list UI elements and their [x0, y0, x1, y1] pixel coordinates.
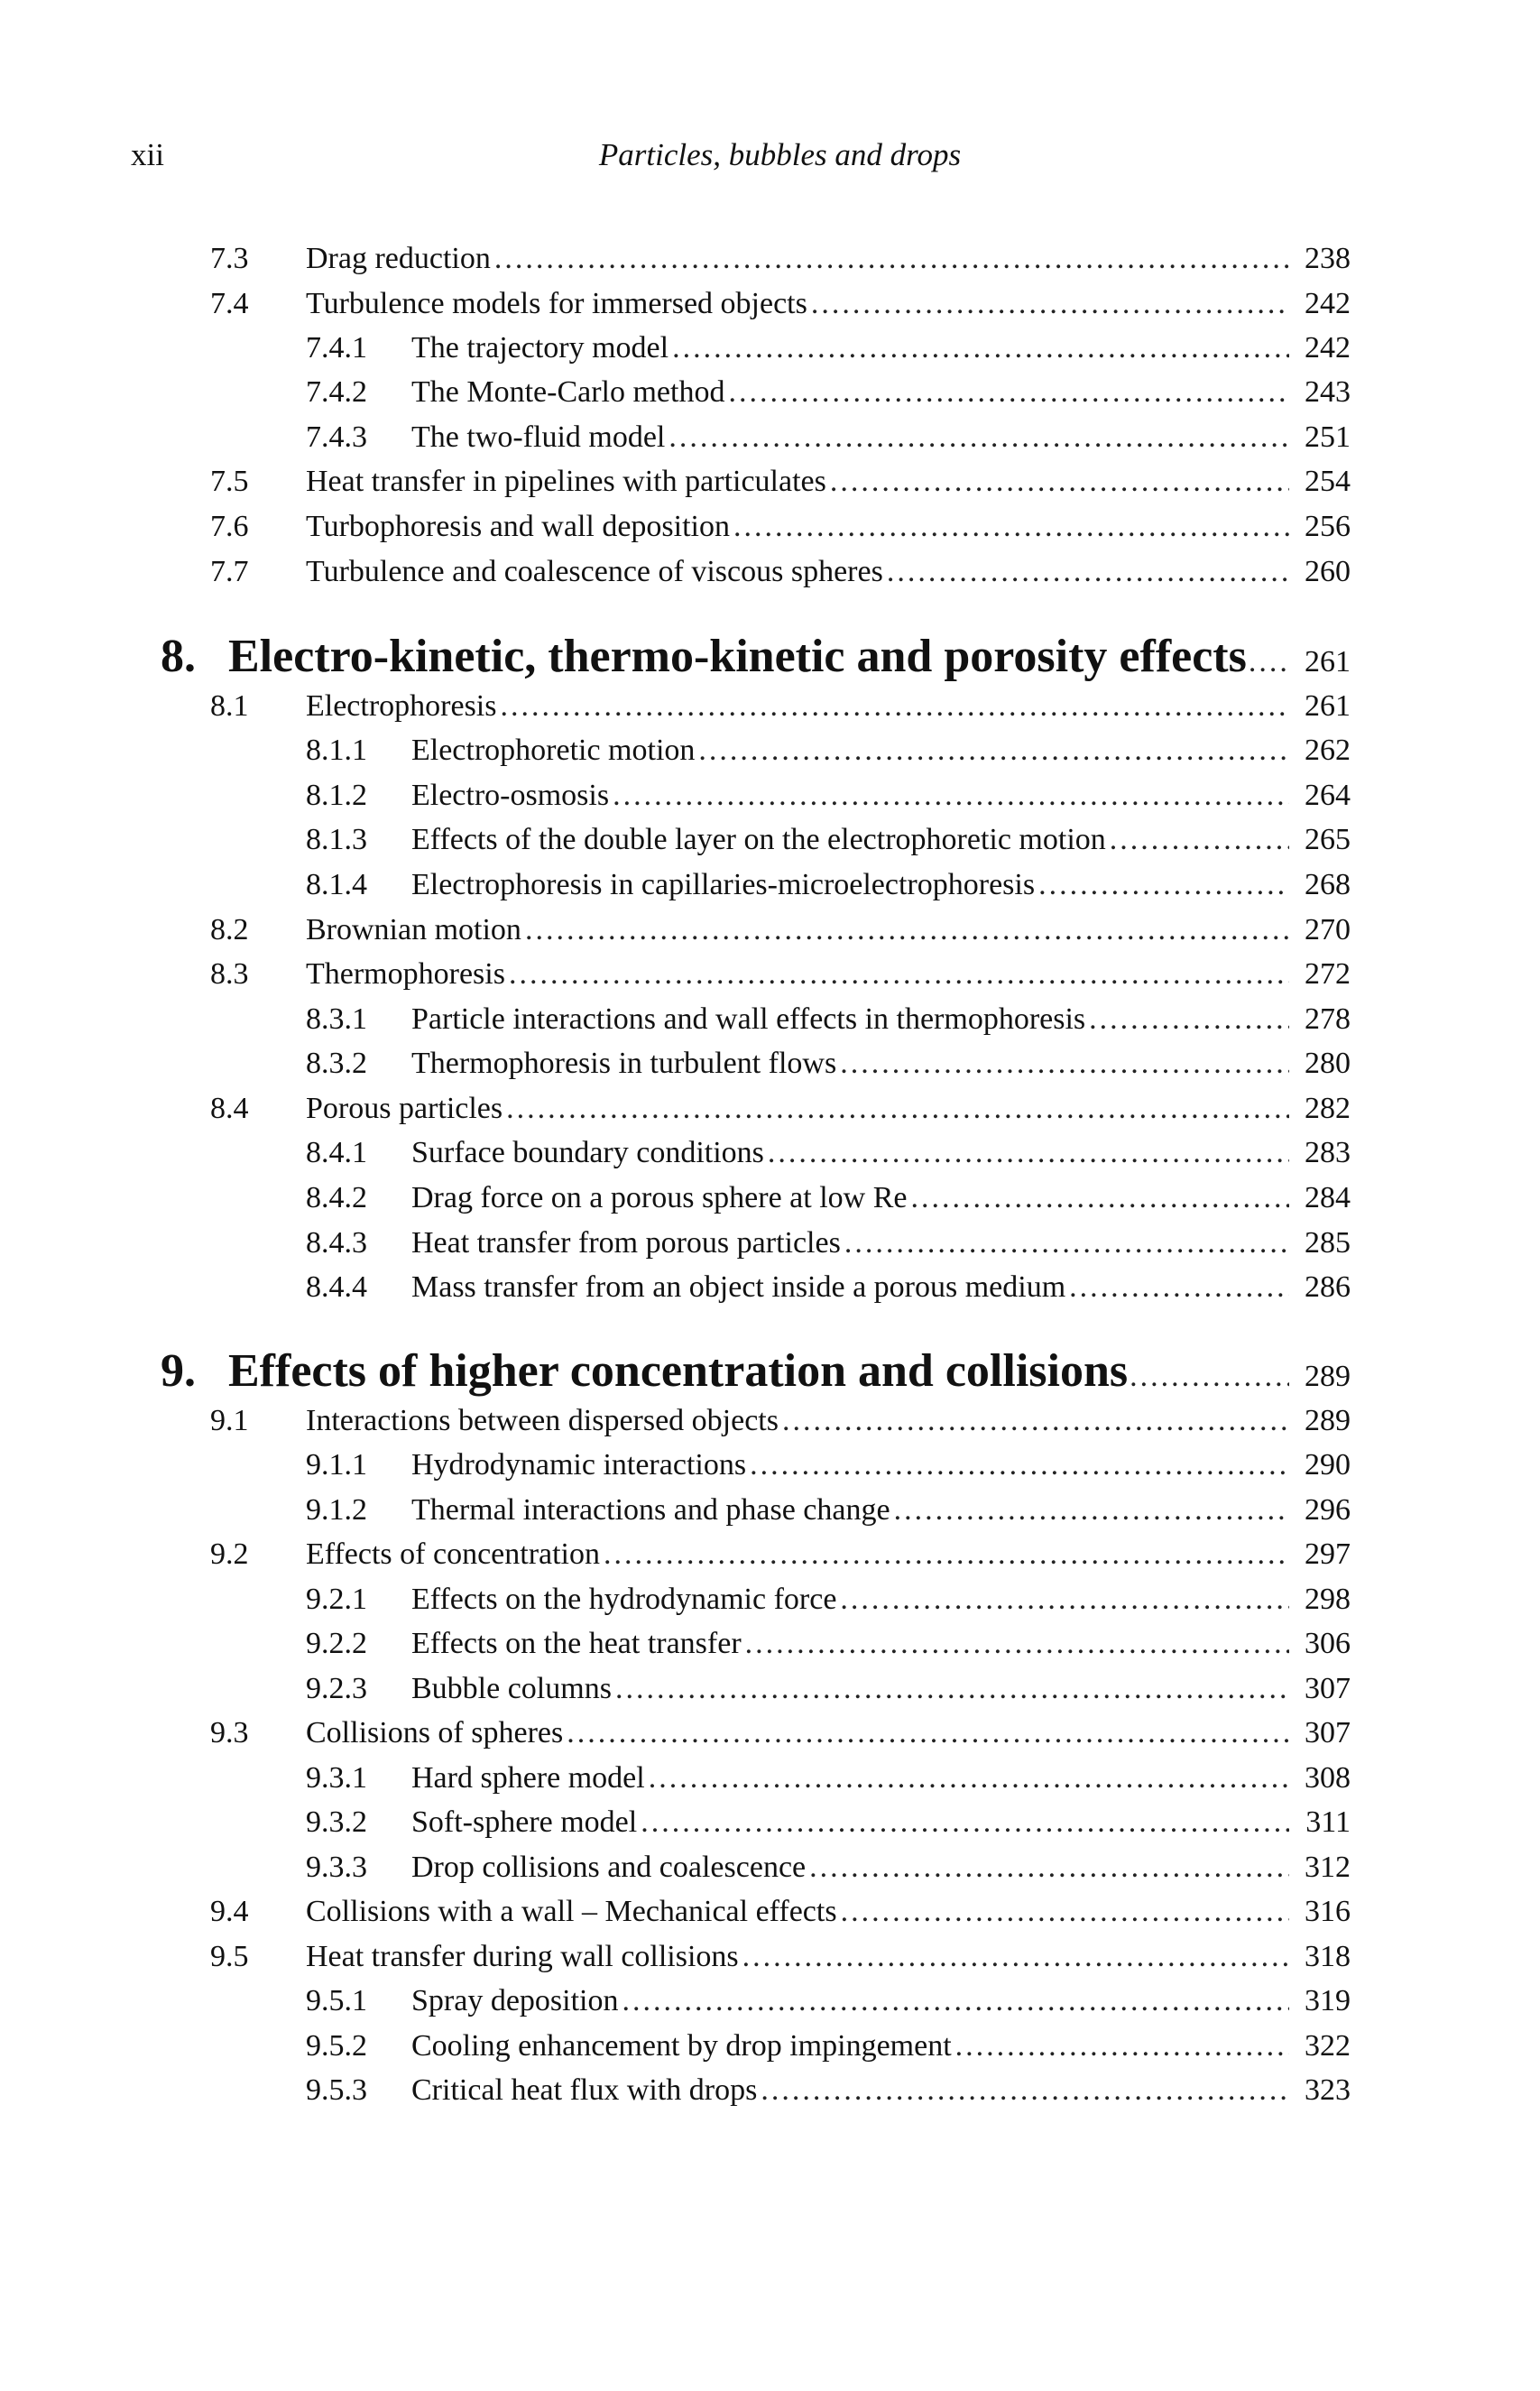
dot-leader	[567, 1718, 1289, 1749]
toc-title: Cooling enhancement by drop impingement	[411, 2029, 952, 2063]
toc-number: 8.4.4	[306, 1270, 367, 1304]
toc-number: 9.1	[210, 1404, 249, 1437]
dot-leader	[830, 466, 1289, 497]
toc-entry-9-2	[210, 1539, 1351, 1570]
dot-leader	[615, 1674, 1289, 1704]
toc-number: 8.2	[210, 913, 249, 946]
toc-chapter-8	[161, 633, 1351, 680]
dot-leader	[840, 1584, 1289, 1615]
toc-title: Turbophoresis and wall deposition	[306, 510, 731, 543]
toc-page-number: 289	[1305, 1360, 1351, 1393]
toc-page-number: 308	[1305, 1761, 1351, 1795]
dot-leader	[641, 1807, 1289, 1838]
toc-number: 9.2	[210, 1537, 249, 1571]
toc-number: 7.5	[210, 465, 249, 498]
toc-page-number: 280	[1305, 1047, 1351, 1080]
toc-title: Spray deposition	[411, 1984, 619, 2017]
toc-entry-9-5-3	[306, 2075, 1351, 2106]
toc-entry-8-4-4	[306, 1272, 1351, 1303]
toc-entry-8-4-2	[306, 1183, 1351, 1214]
dot-leader	[1038, 870, 1289, 900]
toc-title: Thermophoresis in turbulent flows	[411, 1047, 837, 1080]
toc-page-number: 254	[1305, 465, 1351, 498]
toc-number: 8.1	[210, 689, 249, 723]
chapter-number: 8.	[161, 631, 196, 682]
dot-leader	[733, 512, 1289, 542]
toc-page-number: 238	[1305, 242, 1351, 275]
toc-entry-8-1-1	[306, 735, 1351, 766]
toc-page-number: 242	[1305, 331, 1351, 365]
toc-entry-7-6	[210, 512, 1351, 542]
toc-page-number: 312	[1305, 1851, 1351, 1884]
dot-leader	[745, 1629, 1289, 1659]
toc-number: 9.3.2	[306, 1805, 367, 1839]
toc-page-number: 296	[1305, 1493, 1351, 1527]
toc-number: 8.4	[210, 1092, 249, 1125]
toc-number: 9.1.2	[306, 1493, 367, 1527]
toc-entry-9-3-3	[306, 1852, 1351, 1883]
toc-page-number: 286	[1305, 1270, 1351, 1304]
dot-leader	[894, 1495, 1289, 1526]
toc-entry-8-1-2	[306, 780, 1351, 811]
toc-title: Hydrodynamic interactions	[411, 1448, 747, 1482]
toc-title: Effects on the hydrodynamic force	[411, 1583, 837, 1616]
toc-title: Surface boundary conditions	[411, 1136, 764, 1169]
page-folio: xii	[131, 137, 164, 172]
toc-page-number: 306	[1305, 1627, 1351, 1660]
toc-number: 9.2.2	[306, 1627, 367, 1660]
toc-entry-9-4	[210, 1897, 1351, 1927]
dot-leader	[698, 735, 1289, 766]
toc-entry-8-1-4	[306, 870, 1351, 900]
toc-title: Effects of concentration	[306, 1537, 601, 1571]
dot-leader	[750, 1450, 1289, 1481]
toc-entry-9-3	[210, 1718, 1351, 1749]
dot-leader	[1069, 1272, 1289, 1303]
toc-title: Effects on the heat transfer	[411, 1627, 742, 1660]
toc-number: 9.3.1	[306, 1761, 367, 1795]
toc-entry-7-7	[210, 557, 1351, 587]
toc-number: 7.4.3	[306, 420, 367, 454]
toc-title: Electro-osmosis	[411, 779, 610, 812]
dot-leader	[728, 377, 1289, 408]
toc-page-number: 290	[1305, 1448, 1351, 1482]
toc-number: 7.4.1	[306, 331, 367, 365]
toc-page-number: 256	[1305, 510, 1351, 543]
toc-number: 8.1.4	[306, 868, 367, 901]
toc-number: 8.4.2	[306, 1181, 367, 1214]
toc-page-number: 272	[1305, 957, 1351, 991]
toc-title: Electrophoresis	[306, 689, 497, 723]
toc-entry-8-1-3	[306, 825, 1351, 855]
toc-entry-8-3-2	[306, 1048, 1351, 1079]
toc-number: 9.3.3	[306, 1851, 367, 1884]
toc-entry-7-4-2	[306, 377, 1351, 408]
dot-leader	[742, 1942, 1289, 1972]
dot-leader	[622, 1986, 1289, 2017]
toc-number: 7.4	[210, 287, 249, 320]
dot-leader	[1089, 1004, 1289, 1035]
toc-page-number: 322	[1305, 2029, 1351, 2063]
dot-leader	[840, 1048, 1289, 1079]
dot-leader	[672, 333, 1289, 364]
toc-page-number: 242	[1305, 287, 1351, 320]
toc-entry-9-3-2	[306, 1807, 1351, 1838]
toc-title: Thermophoresis	[306, 957, 505, 991]
toc-number: 9.1.1	[306, 1448, 367, 1482]
toc-entry-9-5-1	[306, 1986, 1351, 2017]
dot-leader	[649, 1763, 1289, 1794]
dot-leader	[955, 2031, 1289, 2062]
toc-page-number: 264	[1305, 779, 1351, 812]
toc-entry-7-5	[210, 466, 1351, 497]
toc-entry-9-5	[210, 1942, 1351, 1972]
toc-number: 8.1.2	[306, 779, 367, 812]
toc-page-number: 251	[1305, 420, 1351, 454]
toc-page-number: 297	[1305, 1537, 1351, 1571]
dot-leader	[669, 422, 1289, 453]
toc-page-number: 323	[1305, 2073, 1351, 2107]
toc-page-number: 319	[1305, 1984, 1351, 2017]
toc-page-number: 316	[1305, 1895, 1351, 1928]
toc-number: 8.4.1	[306, 1136, 367, 1169]
toc-entry-9-5-2	[306, 2031, 1351, 2062]
toc-title: Particle interactions and wall effects in thermophoresis	[411, 1002, 1086, 1036]
toc-entry-9-1	[210, 1406, 1351, 1436]
toc-number: 7.7	[210, 555, 249, 588]
toc-number: 8.1.3	[306, 823, 367, 856]
toc-number: 9.3	[210, 1716, 249, 1749]
toc-entry-9-3-1	[306, 1763, 1351, 1794]
toc-number: 9.5.3	[306, 2073, 367, 2107]
toc-page-number: 268	[1305, 868, 1351, 901]
toc-number: 9.4	[210, 1895, 249, 1928]
toc-title: The two-fluid model	[411, 420, 666, 454]
toc-title: Bubble columns	[411, 1672, 612, 1705]
toc-entry-8-4-3	[306, 1228, 1351, 1259]
toc-title: Critical heat flux with drops	[411, 2073, 758, 2107]
dot-leader	[1130, 1362, 1289, 1392]
toc-page-number: 243	[1305, 375, 1351, 409]
chapter-number: 9.	[161, 1345, 196, 1397]
toc-title: Porous particles	[306, 1092, 503, 1125]
dot-leader	[887, 557, 1289, 587]
toc-title: Turbulence and coalescence of viscous spheres	[306, 555, 883, 588]
toc-entry-7-4-3	[306, 422, 1351, 453]
dot-leader	[501, 691, 1290, 722]
dot-leader	[613, 780, 1289, 811]
toc-entry-9-1-2	[306, 1495, 1351, 1526]
toc-title: Electrophoresis in capillaries-microelectrophoresis	[411, 868, 1036, 901]
toc-number: 8.3	[210, 957, 249, 991]
dot-leader	[525, 915, 1289, 946]
dot-leader	[768, 1138, 1289, 1168]
toc-page-number: 285	[1305, 1226, 1351, 1260]
toc-page-number: 298	[1305, 1583, 1351, 1616]
toc-page-number: 307	[1305, 1716, 1351, 1749]
toc-entry-9-1-1	[306, 1450, 1351, 1481]
toc-entry-9-2-1	[306, 1584, 1351, 1615]
toc-title: Drag force on a porous sphere at low Re	[411, 1181, 908, 1214]
toc-title: Brownian motion	[306, 913, 521, 946]
toc-number: 7.6	[210, 510, 249, 543]
toc-title: Hard sphere model	[411, 1761, 645, 1795]
toc-page-number: 282	[1305, 1092, 1351, 1125]
toc-entry-8-3	[210, 959, 1351, 990]
toc-page-number: 261	[1305, 689, 1351, 723]
toc-page-number: 283	[1305, 1136, 1351, 1169]
toc-page-number: 265	[1305, 823, 1351, 856]
toc-title: The trajectory model	[411, 331, 669, 365]
toc-number: 8.4.3	[306, 1226, 367, 1260]
running-title: Particles, bubbles and drops	[598, 137, 962, 172]
chapter-title: Effects of higher concentration and collisions	[228, 1345, 1129, 1397]
toc-page-number: 311	[1305, 1805, 1351, 1839]
toc-title: Drop collisions and coalescence	[411, 1851, 807, 1884]
dot-leader	[782, 1406, 1289, 1436]
toc-number: 9.2.3	[306, 1672, 367, 1705]
dot-leader	[604, 1539, 1289, 1570]
toc-title: Drag reduction	[306, 242, 491, 275]
toc-title: Heat transfer during wall collisions	[306, 1940, 739, 1973]
toc-entry-8-1	[210, 691, 1351, 722]
toc-number: 7.4.2	[306, 375, 367, 409]
toc-number: 9.5.1	[306, 1984, 367, 2017]
toc-number: 9.2.1	[306, 1583, 367, 1616]
toc-title: Collisions with a wall – Mechanical effects	[306, 1895, 837, 1928]
dot-leader	[811, 289, 1289, 319]
toc-title: Effects of the double layer on the electrophoretic motion	[411, 823, 1106, 856]
toc-page-number: 307	[1305, 1672, 1351, 1705]
dot-leader	[841, 1897, 1289, 1927]
dot-leader	[506, 1094, 1289, 1124]
dot-leader	[1110, 825, 1289, 855]
dot-leader	[910, 1183, 1289, 1214]
toc-title: The Monte-Carlo method	[411, 375, 725, 409]
toc-entry-8-3-1	[306, 1004, 1351, 1035]
dot-leader	[761, 2075, 1289, 2106]
toc-page-number: 278	[1305, 1002, 1351, 1036]
toc-page-number: 270	[1305, 913, 1351, 946]
toc-title: Heat transfer in pipelines with particulates	[306, 465, 826, 498]
toc-entry-8-2	[210, 915, 1351, 946]
toc-title: Heat transfer from porous particles	[411, 1226, 841, 1260]
toc-number: 7.3	[210, 242, 249, 275]
toc-number: 9.5.2	[306, 2029, 367, 2063]
toc-entry-7-4	[210, 289, 1351, 319]
toc-number: 8.1.1	[306, 734, 367, 767]
toc-entry-8-4-1	[306, 1138, 1351, 1168]
toc-title: Turbulence models for immersed objects	[306, 287, 807, 320]
toc-title: Collisions of spheres	[306, 1716, 564, 1749]
toc-entry-7-3	[210, 244, 1351, 274]
toc-chapter-9	[161, 1345, 1351, 1397]
toc-page-number: 289	[1305, 1404, 1351, 1437]
toc-page-number: 262	[1305, 734, 1351, 767]
chapter-title: Electro-kinetic, thermo-kinetic and porosity effects	[228, 631, 1247, 682]
dot-leader	[509, 959, 1289, 990]
toc-number: 8.3.2	[306, 1047, 367, 1080]
toc-title: Interactions between dispersed objects	[306, 1404, 779, 1437]
dot-leader	[844, 1228, 1289, 1259]
toc-page-number: 284	[1305, 1181, 1351, 1214]
toc-page-number: 260	[1305, 555, 1351, 588]
dot-leader	[809, 1852, 1289, 1883]
dot-leader	[1249, 647, 1289, 678]
toc-title: Thermal interactions and phase change	[411, 1493, 890, 1527]
toc-number: 9.5	[210, 1940, 249, 1973]
toc-title: Soft-sphere model	[411, 1805, 638, 1839]
toc-title: Electrophoretic motion	[411, 734, 696, 767]
toc-page-number: 261	[1305, 645, 1351, 679]
toc-entry-8-4	[210, 1094, 1351, 1124]
toc-entry-9-2-3	[306, 1674, 1351, 1704]
dot-leader	[494, 244, 1289, 274]
toc-title: Mass transfer from an object inside a porous medium	[411, 1270, 1066, 1304]
toc-number: 8.3.1	[306, 1002, 367, 1036]
toc-entry-9-2-2	[306, 1629, 1351, 1659]
toc-page-number: 318	[1305, 1940, 1351, 1973]
toc-entry-7-4-1	[306, 333, 1351, 364]
